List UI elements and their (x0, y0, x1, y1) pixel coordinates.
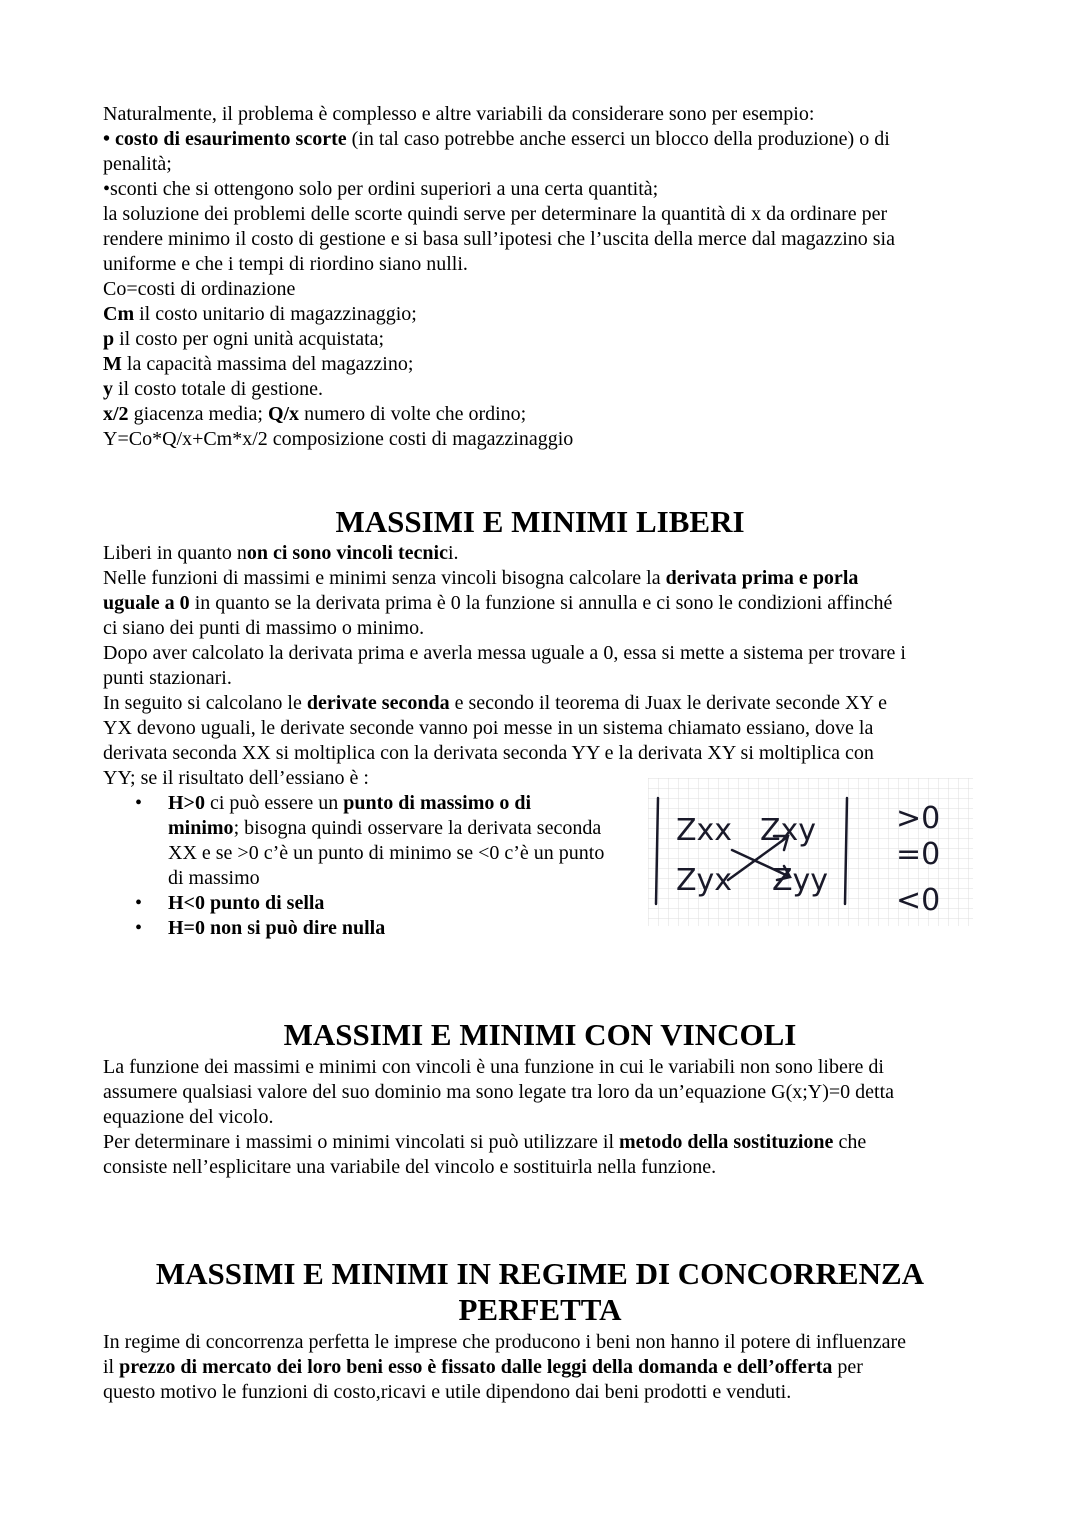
intro-line: x/2 giacenza media; Q/x numero di volte che ordino; (103, 403, 527, 425)
liberi-line: YY; se il risultato dell’essiano è : (103, 767, 369, 789)
list-item: • H=0 non si può dire nulla (135, 917, 386, 939)
concorrenza-line: questo motivo le funzioni di costo,ricavi e utile dipendono dai beni prodotti e venduti. (103, 1381, 792, 1403)
liberi-line: derivata seconda XX si moltiplica con la derivata seconda YY e la derivata XY si moltiplica con (103, 742, 874, 764)
intro-line: Y=Co*Q/x+Cm*x/2 composizione costi di magazzinaggio (103, 428, 574, 450)
liberi-line: In seguito si calcolano le derivate seconda e secondo il teorema di Juax le derivate seconde XY e (103, 692, 888, 714)
list-item: • H<0 punto di sella (135, 892, 325, 914)
intro-line: uniforme e che i tempi di riordino siano nulli. (103, 253, 468, 275)
hessian-zyx: Zyx (676, 863, 733, 898)
intro-line: p il costo per ogni unità acquistata; (103, 328, 385, 350)
intro-line: Cm il costo unitario di magazzinaggio; (103, 303, 417, 325)
liberi-paragraph (103, 541, 983, 791)
section-heading-vincoli: MASSIMI E MINIMI CON VINCOLI (283, 1017, 797, 1052)
hessian-matrix-sketch (648, 778, 973, 926)
vincoli-line: assumere qualsiasi valore del suo dominio ma sono legate tra loro da un’equazione G(x;Y)=0 detta (103, 1081, 895, 1103)
concorrenza-line: il prezzo di mercato dei loro beni esso è fissato dalle leggi della domanda e dell’offerta per (103, 1356, 863, 1378)
intro-line: la soluzione dei problemi delle scorte quindi serve per determinare la quantità di x da ordinare per (103, 203, 888, 225)
concorrenza-line: In regime di concorrenza perfetta le imprese che producono i beni non hanno il potere di influenzare (103, 1331, 906, 1353)
liberi-line: uguale a 0 in quanto se la derivata prima è 0 la funzione si annulla e ci sono le condizioni affinché (103, 592, 893, 614)
case-equal-zero: =0 (896, 837, 941, 872)
case-less-zero: <0 (896, 883, 941, 918)
liberi-line: YX devono uguali, le derivate seconde vanno poi messe in un sistema chiamato essiano, dove la (103, 717, 874, 739)
intro-line: rendere minimo il costo di gestione e si basa sull’ipotesi che l’uscita della merce dal magazzino sia (103, 228, 895, 250)
liberi-line: Nelle funzioni di massimi e minimi senza vincoli bisogna calcolare la derivata prima e porla (103, 567, 859, 589)
intro-line: Naturalmente, il problema è complesso e altre variabili da considerare sono per esempio: (103, 103, 815, 125)
intro-line: penalità; (103, 153, 172, 175)
intro-line: •sconti che si ottengono solo per ordini superiori a una certa quantità; (103, 178, 659, 200)
hessian-zxy: Zxy (760, 813, 817, 848)
liberi-line: Liberi in quanto non ci sono vincoli tecnici. (103, 542, 459, 564)
list-item: • H>0 ci può essere un punto di massimo o di minimo; bisogna quindi osservare la derivata seconda XX e se >0 c’è un punto di minimo se <0 c’è un punto di massimo (135, 792, 605, 889)
vincoli-paragraph (103, 1055, 983, 1180)
bullet-icon: • (135, 892, 143, 914)
hessian-cases-list (135, 791, 655, 941)
bullet-icon: • (135, 792, 143, 814)
liberi-line: ci siano dei punti di massimo o minimo. (103, 617, 425, 639)
case-greater-zero: >0 (896, 801, 941, 836)
hessian-zxx: Zxx (676, 813, 733, 848)
intro-line: y il costo totale di gestione. (103, 378, 323, 400)
hessian-zyy: Zyy (772, 863, 829, 898)
intro-line: M la capacità massima del magazzino; (103, 353, 414, 375)
intro-line: Co=costi di ordinazione (103, 278, 296, 300)
vincoli-line: La funzione dei massimi e minimi con vincoli è una funzione in cui le variabili non sono libere di (103, 1056, 884, 1078)
intro-paragraph (103, 102, 983, 452)
vincoli-line: equazione del vicolo. (103, 1106, 274, 1128)
section-heading-liberi: MASSIMI E MINIMI LIBERI (335, 504, 745, 539)
section-heading-concorrenza: MASSIMI E MINIMI IN REGIME DI CONCORRENZA PERFETTA (155, 1256, 925, 1327)
bullet-icon: • (135, 917, 143, 939)
liberi-line: punti stazionari. (103, 667, 232, 689)
concorrenza-paragraph (103, 1330, 983, 1405)
liberi-line: Dopo aver calcolato la derivata prima e averla messa uguale a 0, essa si mette a sistema per trovare i (103, 642, 906, 664)
vincoli-line: consiste nell’esplicitare una variabile del vincolo e sostituirla nella funzione. (103, 1156, 717, 1178)
vincoli-line: Per determinare i massimi o minimi vincolati si può utilizzare il metodo della sostituzione che (103, 1131, 867, 1153)
intro-line: • costo di esaurimento scorte (in tal caso potrebbe anche esserci un blocco della produzione) o di (103, 128, 890, 150)
